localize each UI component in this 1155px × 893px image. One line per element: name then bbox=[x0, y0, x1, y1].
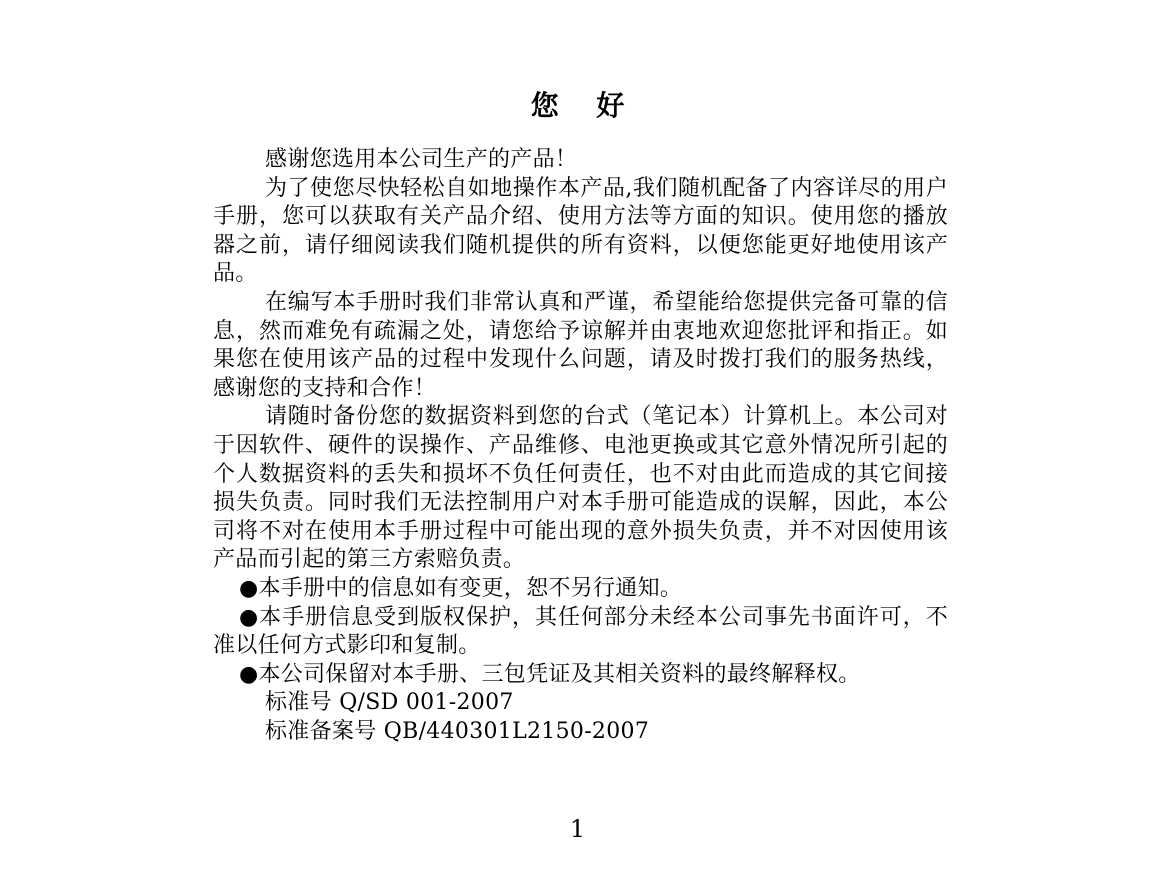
notice-bullet-interpretation: ●本公司保留对本手册、三包凭证及其相关资料的最终解释权。 bbox=[239, 661, 861, 687]
page-number: 1 bbox=[569, 815, 586, 843]
disclaimer-paragraph: 请随时备份您的数据资料到您的台式（笔记本）计算机上。本公司对于因软件、硬件的误操作、产品维修、电池更换或其它意外情况所引起的个人数据资料的丢失和损坏不负任何责任，也不对由此而造成的其它间接损失负责。同时我们无法控制用户对本手册可能造成的误解，因此，本公司将不对在使用本手册过程中可能出现的意外损失负责，并不对因使用该产品而引起的第三方索赔负责。 bbox=[213, 404, 948, 573]
notice-bullet-change: ●本手册中的信息如有变更，恕不另行通知。 bbox=[239, 575, 683, 601]
manual-intro-paragraph: 为了使您尽快轻松自如地操作本产品,我们随机配备了内容详尽的用户手册，您可以获取有关产品介绍、使用方法等方面的知识。使用您的播放器之前，请仔细阅读我们随机提供的所有资料，以便您能更好地使用该产品。 bbox=[213, 175, 948, 287]
notice-bullet-copyright: ●本手册信息受到版权保护，其任何部分未经本公司事先书面许可，不准以任何方式影印和复制。 bbox=[213, 604, 948, 659]
standard-number: 标准号 Q/SD 001-2007 bbox=[265, 690, 514, 716]
feedback-paragraph: 在编写本手册时我们非常认真和严谨，希望能给您提供完备可靠的信息，然而难免有疏漏之处，请您给予谅解并由衷地欢迎您批评和指正。如果您在使用该产品的过程中发现什么问题，请及时拨打我们的服务热线，感谢您的支持和合作！ bbox=[213, 289, 948, 401]
filing-number: 标准备案号 QB/440301L2150-2007 bbox=[265, 718, 650, 744]
document-body bbox=[213, 146, 948, 746]
greeting-paragraph: 感谢您选用本公司生产的产品！ bbox=[265, 147, 578, 172]
page-title: 您 好 bbox=[530, 89, 639, 122]
